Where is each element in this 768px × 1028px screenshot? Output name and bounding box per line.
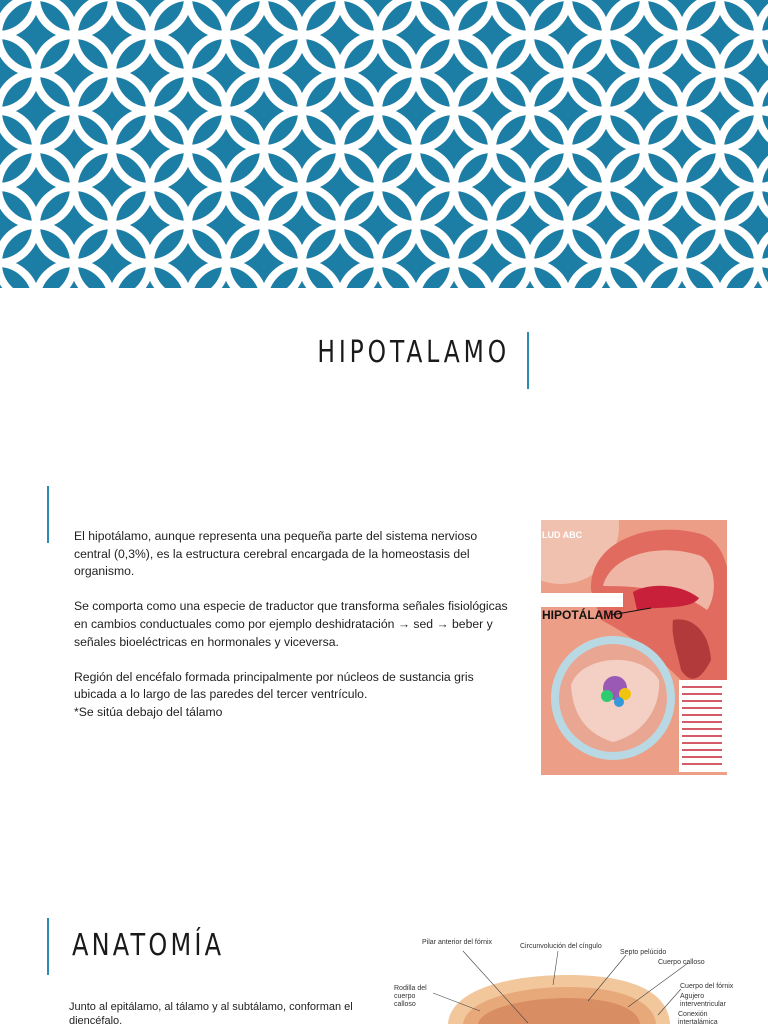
label-interventricular-foramen: Agujero interventricular — [680, 993, 726, 1008]
paragraph-region: Región del encéfalo formada principalmente por núcleos de sustancia gris ubicada a lo largo de las paredes del tercer ventrículo. — [74, 669, 474, 702]
image-corner-text: LUD ABC — [542, 530, 583, 540]
label-septum: Septo pelúcido — [620, 949, 667, 956]
label-fornix-body: Cuerpo del fórnix — [680, 983, 734, 990]
diencephalon-text: Junto al epitálamo, al tálamo y al subtálamo, conforman el diencéfalo. — [69, 1001, 353, 1027]
text-accent-rule — [47, 486, 49, 543]
paragraph-homeostasis: El hipotálamo, aunque representa una pequeña parte del sistema nervioso central (0,3%), es la estructura cerebral encargada de la homeostasis del organismo. — [74, 529, 478, 579]
label-cingulate-gyrus: Circunvolución del cíngulo — [520, 943, 602, 950]
location-note: *Se sitúa debajo del tálamo — [74, 704, 223, 719]
section-title: ANATOMÍA — [72, 928, 225, 963]
circle-pattern — [0, 0, 768, 288]
hypothalamus-description — [74, 528, 514, 722]
label-callosum-genu: Rodilla del cuerpo calloso — [394, 985, 427, 1008]
patterned-banner — [0, 0, 768, 288]
label-corpus-callosum: Cuerpo calloso — [658, 959, 705, 966]
anatomy-diagram — [368, 935, 748, 1024]
image-label: HIPOTÁLAMO — [542, 608, 623, 622]
anatomy-accent-rule — [47, 918, 49, 975]
label-fornix-pillar: Pilar anterior del fórnix — [422, 939, 493, 946]
hypothalamus-illustration — [541, 520, 727, 775]
paragraph-translator: Se comporta como una especie de traductor que transforma señales fisiológicas en cambios conductuales como por ejemplo deshidratación → sed → beber y señales bioeléctricas en hormonales y viceversa. — [74, 599, 508, 649]
label-interthalamic-adhesion: Conexión intertalámica — [678, 1011, 718, 1024]
title-accent-rule — [527, 332, 529, 389]
page-title: HIPOTALAMO — [317, 335, 510, 370]
